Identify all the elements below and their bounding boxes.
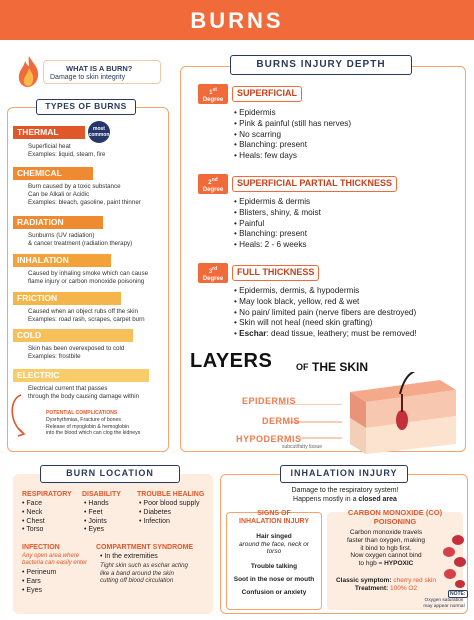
signs-title-2: INHALATION INJURY	[239, 518, 309, 525]
trouble-healing-list	[139, 500, 199, 526]
first-degree-tag	[198, 84, 228, 104]
type-desc-cold	[28, 345, 124, 361]
hypodermis-label: HYPODERMIS	[236, 434, 302, 444]
deg-num: 3	[208, 269, 213, 275]
hypodermis-sub: subcut/fatty tissue	[282, 444, 323, 450]
sign-confusion: Confusion or anxiety	[241, 589, 307, 596]
co-title-2: POISONING	[373, 517, 417, 526]
burn-location-title: BURN LOCATION	[40, 465, 180, 483]
inhalation-intro	[250, 487, 440, 504]
deg-word: Degree	[202, 276, 224, 282]
infection-note	[22, 553, 87, 567]
desc-line: Examples: liquid, steam, fire	[28, 151, 106, 158]
type-friction: FRICTION	[13, 292, 121, 305]
third-degree-tag	[198, 263, 228, 283]
co-title-1: CARBON MONOXIDE (CO)	[347, 508, 443, 517]
complications-text	[46, 417, 140, 437]
co-line: Carbon monoxide travels	[349, 529, 423, 536]
types-of-burns-title: TYPES OF BURNS	[36, 99, 136, 115]
intro-bold: closed area	[358, 495, 397, 503]
list-item: • No scarring	[234, 130, 351, 141]
list-item-eschar	[234, 329, 417, 340]
red-blood-cells-icon	[440, 532, 468, 592]
type-radiation: RADIATION	[13, 216, 103, 229]
curved-arrow-icon	[7, 393, 27, 439]
compartment-text	[100, 562, 188, 585]
text-line: cutting off blood circulation	[100, 577, 174, 584]
hair-bold: Hair singed	[256, 533, 292, 540]
co-line: it bind to hgb first.	[360, 544, 412, 552]
layer-pointer-lines	[226, 404, 346, 444]
hair-line: around the face, neck or	[238, 540, 310, 548]
compartment-head: COMPARTMENT SYNDROME	[96, 544, 194, 551]
list-item: • Skin will not heal (need skin grafting)	[234, 318, 417, 329]
list-item: • Hands	[84, 500, 109, 509]
respiratory-head: RESPIRATORY	[22, 491, 72, 498]
list-item: • Blanching: present	[234, 140, 351, 151]
type-desc-thermal	[28, 143, 105, 159]
note-line: may appear normal	[423, 603, 465, 609]
compl-line: Dysrhythmias, Fracture of bones	[46, 417, 121, 423]
first-degree-list	[234, 108, 351, 162]
list-item: • Heals: 2 - 6 weeks	[234, 240, 321, 251]
compl-line: into the blood which can clog the kidneys	[46, 430, 141, 436]
co-line: Now oxygen cannot bind	[350, 552, 422, 560]
note-line: bacteria can easily enter	[22, 560, 88, 566]
badge-line-1: most	[93, 126, 105, 132]
what-question: WHAT IS A BURN?	[66, 64, 133, 73]
list-item: • No pain/ limited pain (nerve fibers are destroyed)	[234, 308, 417, 319]
injury-depth-title: BURNS INJURY DEPTH	[230, 55, 412, 75]
treatment-label: Treatment:	[354, 585, 389, 592]
list-item: • Painful	[234, 219, 321, 230]
note-text	[418, 598, 470, 609]
desc-line: Superficial heat	[28, 143, 71, 150]
list-item: • Ears	[22, 578, 56, 587]
deg-word: Degree	[202, 187, 224, 193]
sign-soot: Soot in the nose or mouth	[233, 576, 315, 583]
type-chemical: CHEMICAL	[13, 167, 93, 180]
desc-line: Examples: road rash, scrapes, carpet burn	[28, 316, 145, 323]
desc-line: Electrical current that passes	[28, 385, 108, 392]
desc-line: Examples: bleach, gasoline, paint thinner	[28, 199, 141, 206]
desc-line: Sunburns (UV radiation)	[28, 232, 95, 239]
signs-title-1: SIGNS OF	[257, 510, 291, 517]
type-desc-inhalation	[28, 270, 148, 286]
skin-layers-illustration	[340, 372, 460, 454]
eschar-text: : dead tissue, leathery; must be removed!	[266, 329, 417, 339]
intro-line-2	[250, 496, 440, 505]
list-item: • Eyes	[22, 587, 56, 596]
list-item: • Blanching: present	[234, 229, 321, 240]
desc-line: flame injury or carbon monoxide poisoning	[28, 278, 145, 285]
list-item: • In the extremities	[100, 553, 158, 562]
co-hypoxic: HYPOXIC	[384, 560, 414, 568]
deg-sup: nd	[211, 177, 218, 183]
desc-line: Skin has been overexposed to cold	[28, 345, 125, 352]
list-item: • May look black, yellow, red & wet	[234, 297, 417, 308]
type-desc-friction	[28, 308, 145, 324]
symptom-label: Classic symptom:	[335, 577, 392, 584]
list-item: • Face	[22, 500, 45, 509]
list-item: • Infection	[139, 518, 199, 527]
co-line: faster than oxygen, making	[346, 536, 426, 544]
desc-line: Examples: frostbite	[28, 353, 81, 360]
eschar-label: Eschar	[239, 329, 267, 339]
text-line: like a band around the skin	[100, 569, 174, 577]
intro-pre: Happens mostly in a	[293, 495, 359, 503]
what-pill	[43, 60, 161, 84]
list-item: • Epidermis	[234, 108, 351, 119]
what-answer: Damage to skin integrity	[50, 73, 126, 81]
compl-line: Release of myoglobin & hemoglobin	[46, 423, 130, 430]
dermis-label: DERMIS	[262, 416, 301, 426]
inhalation-injury-title: INHALATION INJURY	[280, 465, 408, 483]
page-title: BURNS	[190, 8, 284, 33]
deg-word: Degree	[202, 97, 224, 103]
list-item: • Neck	[22, 509, 45, 518]
second-degree-tag	[198, 174, 228, 194]
deg-num: 1	[209, 90, 213, 96]
what-is-a-burn	[13, 54, 163, 88]
intro-line-1: Damage to the respiratory system!	[291, 487, 399, 494]
deg-sup: st	[212, 87, 217, 93]
badge-line-2: common	[88, 132, 110, 138]
infection-head: INFECTION	[22, 544, 60, 551]
layers-title: LAYERS	[190, 350, 273, 372]
list-item: • Feet	[84, 509, 109, 518]
desc-line: Burn caused by a toxic substance	[28, 183, 121, 190]
list-item: • Poor blood supply	[139, 500, 199, 509]
co-treatment	[330, 585, 442, 593]
infection-list	[22, 569, 56, 595]
second-degree-name: SUPERFICIAL PARTIAL THICKNESS	[232, 176, 397, 192]
co-line	[330, 560, 442, 568]
treatment-value: 100% O2	[389, 585, 418, 592]
note-tag: NOTE:	[450, 591, 466, 597]
desc-line: through the body causing damage within	[28, 393, 140, 400]
complications-title: POTENTIAL COMPLICATIONS	[46, 410, 118, 416]
desc-line: Can be Alkali or Acidic	[28, 191, 90, 198]
list-item: • Perineum	[22, 569, 56, 578]
compartment-list	[100, 553, 158, 562]
list-item: • Torso	[22, 526, 45, 535]
deg-num: 2	[208, 180, 212, 186]
trouble-healing-head: TROUBLE HEALING	[137, 491, 205, 498]
layers-of: OF	[296, 362, 309, 372]
symptom-value: cherry red skin	[393, 577, 437, 584]
list-item: • Epidermis, dermis, & hypodermis	[234, 286, 417, 297]
disability-list	[84, 500, 109, 535]
signs-title	[226, 510, 322, 526]
epidermis-label: EPIDERMIS	[242, 396, 297, 406]
type-desc-radiation	[28, 232, 132, 248]
list-item: • Epidermis & dermis	[234, 197, 321, 208]
sign-hair	[226, 533, 322, 556]
sign-trouble-talking: Trouble talking	[250, 563, 298, 570]
desc-line: Caused by inhaling smoke which can cause	[28, 270, 149, 277]
desc-line: Caused when an object rubs off the skin	[28, 308, 138, 315]
deg-sup: rd	[212, 266, 218, 272]
list-item: • Pink & painful (still has nerves)	[234, 119, 351, 130]
respiratory-list	[22, 500, 45, 535]
note-line: Any open area where	[22, 553, 80, 559]
type-desc-electric	[28, 385, 139, 401]
list-item: • Joints	[84, 518, 109, 527]
note-line: Oxygen saturation	[424, 598, 464, 603]
list-item: • Eyes	[84, 526, 109, 535]
type-thermal: THERMAL	[13, 126, 85, 139]
flame-icon	[15, 54, 43, 88]
most-common-badge	[88, 121, 110, 143]
layers-the-skin: THE SKIN	[312, 360, 369, 374]
co-symptom	[330, 577, 442, 585]
list-item: • Diabetes	[139, 509, 199, 518]
hair-line: torso	[266, 548, 282, 555]
first-degree-name: SUPERFICIAL	[232, 86, 302, 102]
list-item: • Blisters, shiny, & moist	[234, 208, 321, 219]
co-pre: to hgb =	[358, 560, 385, 568]
third-degree-list	[234, 286, 417, 340]
disability-head: DISABILITY	[82, 491, 121, 498]
list-item: • Chest	[22, 518, 45, 527]
type-cold: COLD	[13, 329, 133, 342]
header-banner	[0, 0, 474, 40]
co-body	[330, 529, 442, 568]
third-degree-name: FULL THICKNESS	[232, 265, 319, 281]
desc-line: & cancer treatment (radiation therapy)	[28, 240, 133, 247]
type-electric: ELECTRIC	[13, 369, 149, 382]
list-item: • Heals: few days	[234, 151, 351, 162]
co-title	[327, 508, 463, 526]
second-degree-list	[234, 197, 321, 251]
type-inhalation: INHALATION	[13, 254, 111, 267]
type-desc-chemical	[28, 183, 141, 207]
text-line: Tight skin such as eschar acting	[100, 562, 188, 569]
